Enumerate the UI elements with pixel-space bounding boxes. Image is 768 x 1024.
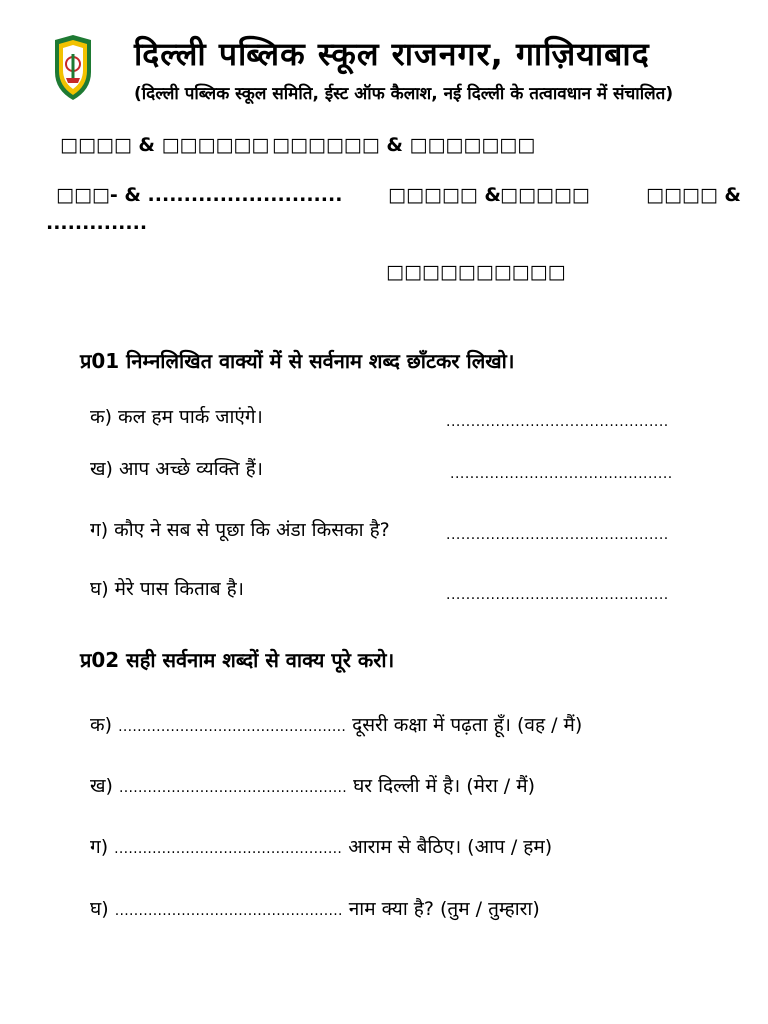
q2-item-text: नाम क्या है? (तुम / तुम्हारा): [348, 898, 540, 920]
info-class-label: □□□□□ &: [388, 184, 501, 206]
q1-item-text: ग) कौए ने सब से पूछा कि अंडा किसका है?: [90, 519, 390, 541]
q2-item-text: आराम से बैठिए। (आप / हम): [348, 836, 553, 858]
q1-item-blank: .............................................: [446, 414, 669, 430]
q1-item-blank: .............................................: [446, 527, 669, 543]
q2-item-text: दूसरी कक्षा में पढ़ता हूँ। (वह / मैं): [352, 714, 583, 736]
q2-item-blank: ................................................: [114, 903, 343, 919]
q2-item: [90, 773, 535, 801]
q2-item-text: घर दिल्ली में है। (मेरा / मैं): [353, 775, 535, 797]
info-date-blank: ..............: [46, 212, 148, 234]
q2-item: [90, 896, 540, 924]
q2-item-label: घ): [90, 898, 109, 920]
q2-item-label: क): [90, 714, 113, 736]
q2-item: [90, 834, 552, 862]
school-crest-icon: [52, 34, 94, 102]
q1-item-blank: .............................................: [450, 466, 673, 482]
q1-item-text: ख) आप अच्छे व्यक्ति हैं।: [90, 458, 263, 480]
q1-item-blank: .............................................: [446, 587, 669, 603]
q1-item-text: घ) मेरे पास किताब है।: [90, 578, 244, 600]
school-subtitle: (दिल्ली पब्लिक स्कूल समिति, ईस्ट ऑफ कैलाश, नई दिल्ली के तत्वावधान में संचालित): [134, 84, 674, 104]
q1-item-text: क) कल हम पार्क जाएंगे।: [90, 406, 263, 428]
info-roll-field: □□□- & ...........................: [56, 184, 343, 206]
q2-item-blank: ................................................: [119, 780, 348, 796]
question-1-title: प्र01 निम्नलिखित वाक्यों में से सर्वनाम शब्द छाँटकर लिखो।: [80, 349, 515, 373]
q2-item-blank: ................................................: [114, 841, 343, 857]
info-class-value: □□□□□: [500, 184, 590, 206]
q2-item-label: ग): [90, 836, 109, 858]
q2-item-label: ख): [90, 775, 113, 797]
q2-item-blank: ................................................: [118, 719, 347, 735]
info-name-field: □□□□ & □□□□□□: [60, 134, 270, 156]
worksheet-heading: □□□□□□□□□□: [386, 261, 566, 283]
school-name: दिल्ली पब्लिक स्कूल राजनगर, गाज़ियाबाद: [134, 35, 650, 73]
info-date-label: □□□□ &: [646, 184, 741, 206]
question-2-title: प्र02 सही सर्वनाम शब्दों से वाक्य पूरे करो।: [80, 648, 395, 672]
q2-item: [90, 712, 582, 740]
info-subject-field: □□□□□□ & □□□□□□□: [272, 134, 536, 156]
